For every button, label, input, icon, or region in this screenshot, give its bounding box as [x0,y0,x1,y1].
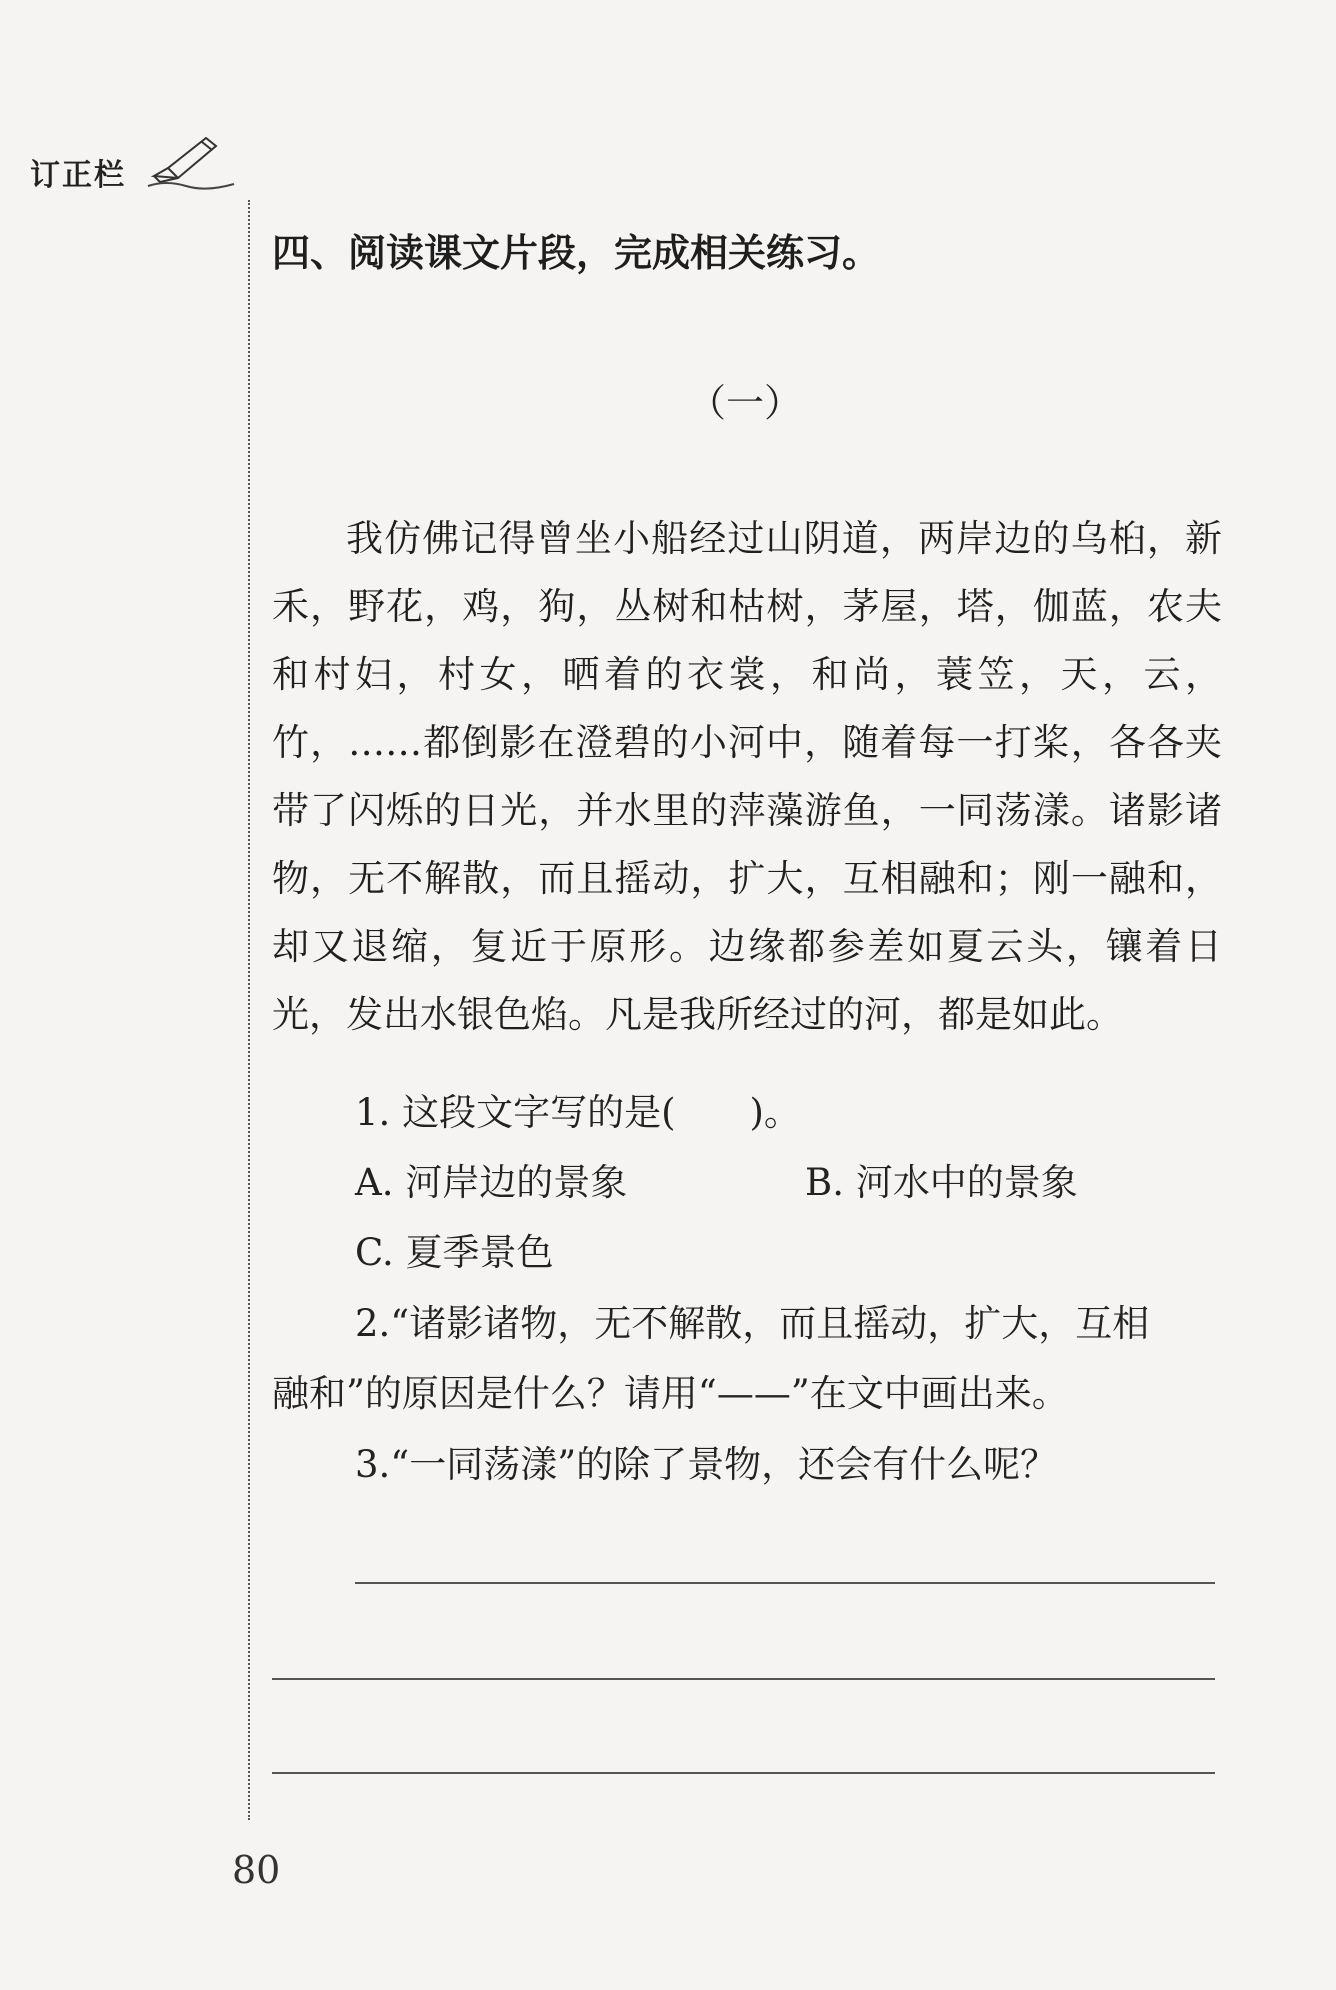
answer-line[interactable] [355,1582,1215,1584]
option-b: B. 河水中的景象 [805,1161,1078,1204]
question-1: 1. 这段文字写的是( )。 [355,1091,801,1134]
option-a: A. 河岸边的景象 [355,1161,628,1204]
question-2-line-1: 2.“诸影诸物，无不解散，而且摇动，扩大，互相 [355,1302,1150,1345]
correction-column-label: 订正栏 [30,158,126,193]
reading-passage [272,505,1222,1049]
option-c: C. 夏季景色 [355,1231,554,1274]
page-number: 80 [232,1848,281,1892]
answer-line[interactable] [272,1678,1215,1680]
answer-line[interactable] [272,1772,1215,1774]
passage-number: （一） [687,381,802,425]
section-heading: 四、阅读课文片段，完成相关练习。 [272,231,881,275]
passage-text: 我仿佛记得曾坐小船经过山阴道，两岸边的乌桕，新禾，野花，鸡，狗，丛树和枯树，茅屋，塔，伽蓝，农夫和村妇，村女，晒着的衣裳，和尚，蓑笠，天，云，竹，……都倒影在澄碧的小河中，随着每一打桨，各各夹带了闪烁的日光，并水里的萍藻游鱼，一同荡漾。诸影诸物，无不解散，而且摇动，扩大，互相融和；刚一融和，却又退缩，复近于原形。边缘都参差如夏云头，镶着日光，发出水银色焰。凡是我所经过的河，都是如此。 [272,517,1222,1036]
question-3: 3.“一同荡漾”的除了景物，还会有什么呢？ [355,1443,1058,1486]
margin-divider [248,200,250,1820]
question-2-line-2: 融和”的原因是什么？请用“——”在文中画出来。 [272,1372,1069,1415]
pencil-icon [146,132,236,192]
